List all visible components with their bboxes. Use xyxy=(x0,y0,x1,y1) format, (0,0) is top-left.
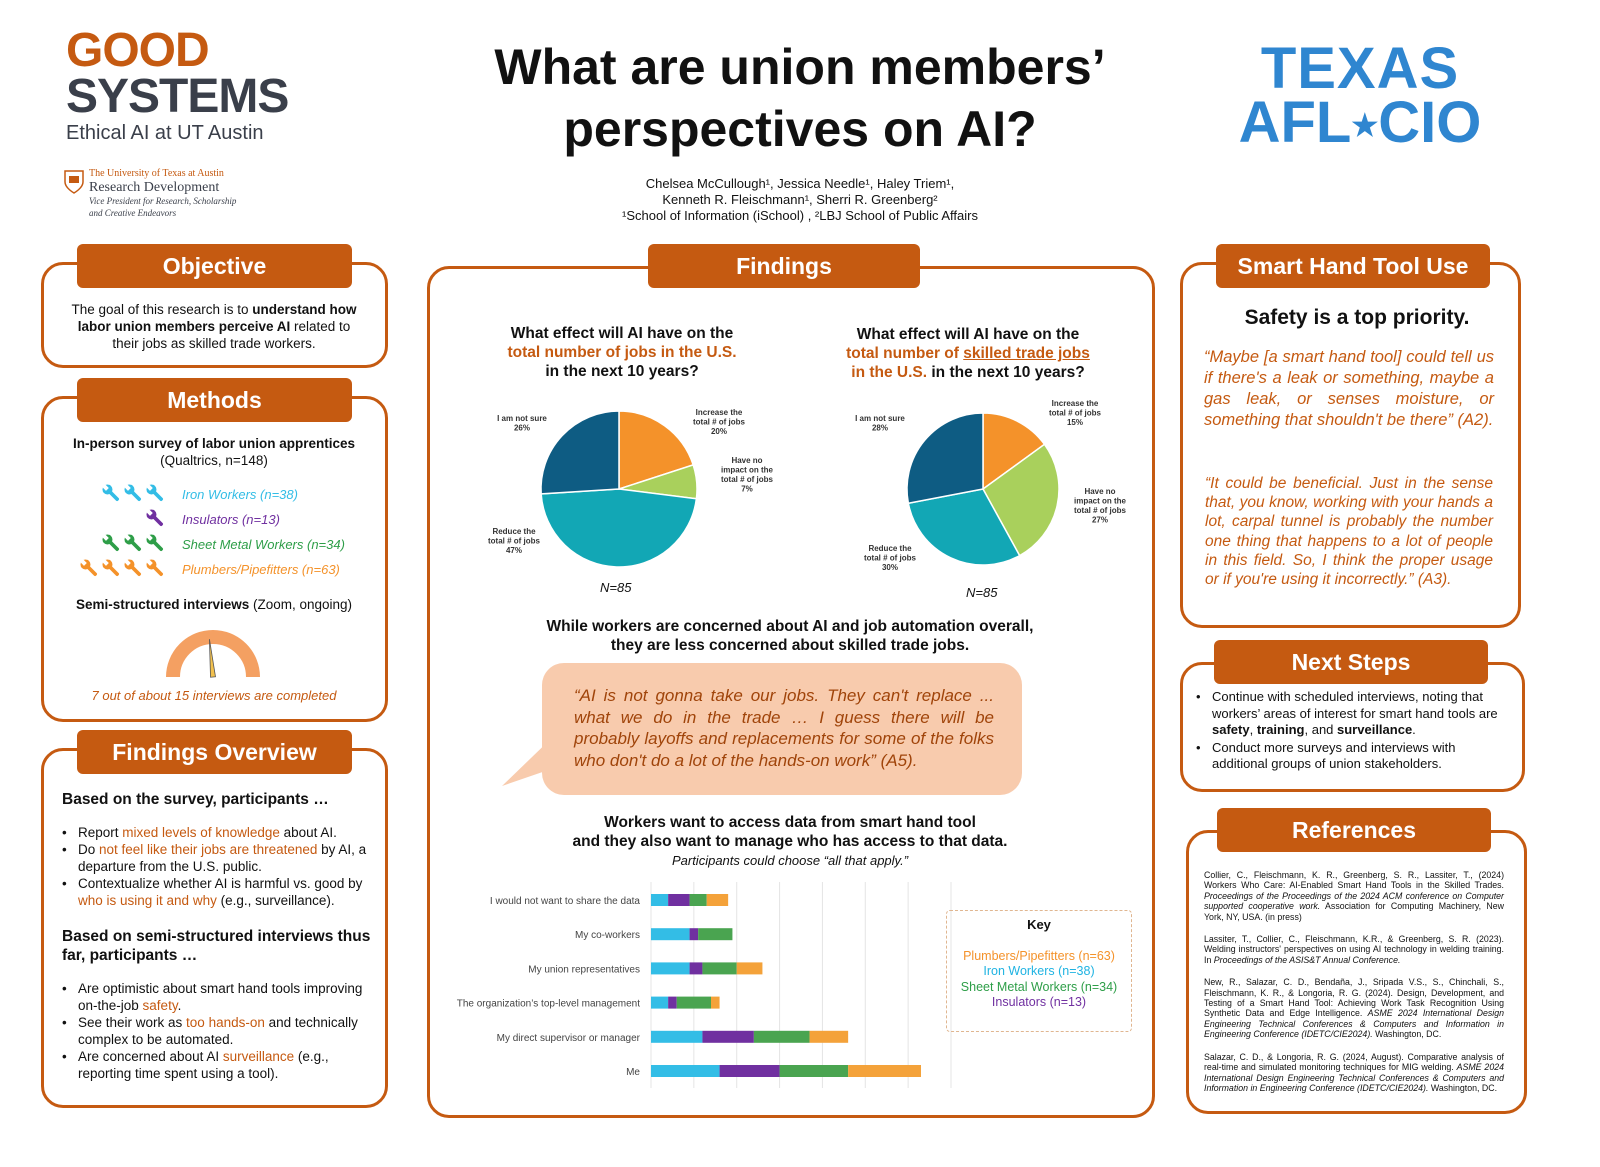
interviews-description: Semi-structured interviews (Zoom, ongoing) xyxy=(75,597,353,612)
pie-chart-skilled-trade-jobs xyxy=(840,396,1140,576)
bar-segment xyxy=(690,894,707,906)
trade-group-list xyxy=(78,484,378,584)
pie-slice-label-line: Increase the xyxy=(1051,399,1099,408)
pie-slice-label-line: Reduce the xyxy=(492,527,536,536)
finding-text: by AI, a departure from the U.S. public. xyxy=(78,842,367,874)
pie2-n: N=85 xyxy=(966,585,998,600)
key-entry: Plumbers/Pipefitters (n=63) xyxy=(963,948,1115,963)
finding-bullet xyxy=(62,842,372,875)
pie-slice-percent: 47% xyxy=(505,546,523,555)
bar-segment xyxy=(651,962,690,974)
pie-slice-label-line: total # of jobs xyxy=(1049,408,1101,418)
methods-title: Methods xyxy=(77,378,352,422)
pie-slice-label-line: Have no xyxy=(1084,487,1116,496)
logo-systems: SYSTEMS xyxy=(66,70,289,123)
pie-slice-label-line: Have no xyxy=(731,456,763,465)
survey-heading: Based on the survey, participants … xyxy=(62,791,329,808)
bar-segment xyxy=(677,997,711,1009)
survey-detail: (Qualtrics, n=148) xyxy=(160,453,268,468)
pie-chart-all-jobs xyxy=(470,396,780,576)
pie-slice-label-line: total # of jobs xyxy=(1074,506,1126,515)
trade-group-label: Sheet Metal Workers (n=34) xyxy=(182,537,345,552)
wrench-icon xyxy=(102,534,122,554)
survey-description xyxy=(56,435,372,469)
reference-item: New, R., Salazar, C. D., Bendaña, J., Sripada V.S., S., Chinchali, S., Fleischmann, K. R., & Longoria, R. G. (2024). Design, Development, and Testing of a Smart Hand Tool: Achieving Work Task Recognition Using Synthetic Data and Edge Intelligence. ASME 2024 International Design Engineering Technical Conferences & Computers and Information in Engineering Conference (IDETC/CIE2024). Washington, DC. xyxy=(1204,977,1505,1040)
pie-slice-label xyxy=(693,408,746,436)
bar-segment xyxy=(651,997,668,1009)
reference-item: Collier, C., Fleischmann, K. R., Greenberg, S. R., Lassiter, T., (2024) Workers Who Care: AI-Enabled Smart Hand Tools in the Skilled Trades. Proceedings of the Proceedings of the 2024 ACM conference on Computer supported cooperative work. Association for Computing Machinery, New York, NY, USA. (in press) xyxy=(1204,870,1505,922)
pie-slice xyxy=(541,489,696,567)
key-entry: Iron Workers (n=38) xyxy=(983,964,1095,978)
smart-tool-quote-2: “It could be beneficial. Just in the sense that, you know, working with your hands a lot, carpal tunnel is probably the number one thing that happens to a lot of people in this field. So, I think the proper usage or if you're using it incorrectly.” (A3). xyxy=(1205,475,1493,589)
worker-quote: “AI is not gonna take our jobs. They can't replace ... what we do in the trade … I guess there will be probably layoffs and replacements for some of the folks who don't do a lot of the hands-on work” (A5). xyxy=(574,686,994,770)
finding-text: Do xyxy=(78,842,100,857)
worker-quote-bubble xyxy=(542,663,1022,795)
survey-findings-list xyxy=(62,825,372,910)
trade-group-label: Plumbers/Pipefitters (n=63) xyxy=(182,562,340,577)
logo-texas: TEXAS xyxy=(1260,36,1460,101)
wrench-icon xyxy=(80,559,100,579)
bar-segment xyxy=(737,962,763,974)
category-label: My co-workers xyxy=(574,930,640,942)
wrench-icon xyxy=(146,484,166,504)
pie-slice xyxy=(541,411,619,494)
finding-highlight: surveillance xyxy=(222,1049,295,1064)
interview-findings-list xyxy=(62,981,372,1082)
title-line2: perspectives on AI? xyxy=(563,101,1037,157)
wrench-icon xyxy=(146,534,166,554)
finding-text: (e.g., surveillance). xyxy=(216,892,335,908)
bar-segment xyxy=(651,1031,702,1043)
trade-group-row xyxy=(78,484,378,509)
references-list xyxy=(1204,870,1504,1105)
pie-slice-label xyxy=(864,544,917,572)
wrench-icon-group xyxy=(102,484,166,506)
pie-slice-percent: 30% xyxy=(881,563,899,572)
pie-slice-label xyxy=(855,414,905,433)
pie-slice-label-line: Reduce the xyxy=(868,544,912,553)
logo-afl: AFL xyxy=(1238,90,1352,155)
next-steps-list xyxy=(1196,689,1514,774)
smart-tool-title: Smart Hand Tool Use xyxy=(1216,244,1490,288)
finding-bullet xyxy=(62,1049,372,1082)
category-label: My direct supervisor or manager xyxy=(496,1032,640,1044)
key-list xyxy=(947,949,1131,1011)
finding-text: See their work as xyxy=(78,1015,187,1030)
objective-text: The goal of this research is to understand how labor union members perceive AI related to their jobs as skilled trade workers. xyxy=(71,302,357,351)
pie-slice-label xyxy=(1074,487,1127,525)
wrench-icon-group xyxy=(102,534,166,556)
pie1-question: What effect will AI have on the total number of jobs in the U.S. in the next 10 years? xyxy=(507,325,737,380)
pie-slice-label-line: I am not sure xyxy=(855,414,905,423)
finding-text: and technically complex to be automated. xyxy=(78,1015,358,1047)
findings-summary: While workers are concerned about AI and job automation overall, they are less concerned about skilled trade jobs. xyxy=(546,618,1034,654)
smart-tool-quote-1: “Maybe [a smart hand tool] could tell us if there's a leak or something, maybe a gas leak, or senses moisture, or something that shouldn't be there” (A2). xyxy=(1204,348,1494,429)
bar-segment xyxy=(668,997,677,1009)
bar-segment xyxy=(810,1031,849,1043)
references-title: References xyxy=(1217,808,1491,852)
ut-line1: The University of Texas at Austin xyxy=(89,168,224,179)
logo-ethical: Ethical AI at UT Austin xyxy=(66,122,264,144)
pie-slice-percent: 26% xyxy=(513,423,531,433)
category-label: I would not want to share the data xyxy=(489,896,640,907)
progress-caption: 7 out of about 15 interviews are completed xyxy=(91,688,337,703)
wrench-icon-group xyxy=(146,509,166,531)
finding-highlight: too hands-on xyxy=(186,1015,265,1030)
ut-line2: Research Development xyxy=(89,180,220,195)
finding-text: Contextualize whether AI is harmful vs. good by xyxy=(78,876,363,891)
pie-slice-label xyxy=(497,414,547,433)
good-systems-logo xyxy=(66,24,326,145)
bar-segment xyxy=(707,894,728,906)
findings-overview-title: Findings Overview xyxy=(77,730,352,774)
category-label: Me xyxy=(626,1067,640,1078)
ut-shield-icon xyxy=(64,170,84,194)
finding-highlight: safety xyxy=(142,997,178,1013)
bar-segment xyxy=(651,894,668,906)
pie-slice-label-line: total # of jobs xyxy=(488,536,540,546)
next-step-item: • Conduct more surveys and interviews with additional groups of union stakeholders. xyxy=(1196,740,1514,773)
next-step-item: • Continue with scheduled interviews, noting that workers’ areas of interest for smart hand tools are safety, training, and surveillance. xyxy=(1196,689,1514,739)
category-label: The organization’s top-level management xyxy=(456,998,640,1010)
finding-bullet xyxy=(62,876,372,909)
finding-text: (e.g., reporting time spent using a tool). xyxy=(78,1049,329,1081)
pie-slice-label xyxy=(488,527,541,555)
objective-title: Objective xyxy=(77,244,352,288)
wrench-icon xyxy=(146,559,166,579)
bar-segment xyxy=(668,894,689,906)
wrench-icon xyxy=(102,484,122,504)
survey-bold: In-person survey of labor union apprentices xyxy=(72,436,356,451)
pie-slice xyxy=(907,413,983,503)
finding-text: about AI. xyxy=(279,824,337,840)
wrench-icon xyxy=(102,559,122,579)
finding-text: Are concerned about AI xyxy=(78,1049,223,1064)
pie-slice-percent: 7% xyxy=(741,484,753,494)
trade-group-row xyxy=(78,509,378,534)
texas-aflcio-logo xyxy=(1230,36,1490,155)
key-entry: Insulators (n=13) xyxy=(991,995,1087,1009)
bar-segment xyxy=(651,1065,720,1077)
bar-segment xyxy=(698,928,732,940)
key-entry: Sheet Metal Workers (n=34) xyxy=(960,979,1118,994)
bar-segment xyxy=(651,928,690,940)
wrench-icon xyxy=(124,559,144,579)
trade-group-label: Iron Workers (n=38) xyxy=(182,487,298,502)
title-line1: What are union members’ xyxy=(494,39,1106,95)
gauge-needle xyxy=(209,639,215,677)
next-steps-title: Next Steps xyxy=(1214,640,1488,684)
logo-cio: CIO xyxy=(1378,90,1482,155)
smart-tool-heading: Safety is a top priority. xyxy=(1244,306,1470,329)
bar-segment xyxy=(702,962,736,974)
pie-slice-label xyxy=(721,456,774,494)
affiliations: ¹School of Information (iSchool) , ²LBJ School of Public Affairs xyxy=(622,208,978,223)
star-icon: ★ xyxy=(1351,109,1379,143)
trade-group-row xyxy=(78,559,378,584)
pie-slice-label-line: impact on the xyxy=(1073,496,1127,506)
pie-slice-percent: 15% xyxy=(1066,418,1084,427)
authors xyxy=(540,176,1060,224)
wrench-icon xyxy=(124,484,144,504)
finding-bullet xyxy=(62,981,372,1014)
wrench-icon xyxy=(124,534,144,554)
bar-segment xyxy=(780,1065,849,1077)
bar-segment xyxy=(848,1065,921,1077)
bar-segment xyxy=(754,1031,810,1043)
finding-text: Are optimistic about smart hand tools improving on-the-job xyxy=(78,981,363,1013)
findings-title: Findings xyxy=(648,244,920,288)
authors-line2: Kenneth R. Fleischmann¹, Sherri R. Greenberg² xyxy=(662,192,938,207)
pie-slice-label-line: impact on the xyxy=(720,465,774,475)
wrench-icon-group xyxy=(80,559,166,581)
pie-slice-percent: 28% xyxy=(871,423,889,433)
key-title: Key xyxy=(1027,917,1051,932)
bar-segment xyxy=(711,997,720,1009)
finding-text: . xyxy=(177,997,182,1013)
finding-highlight: not feel like their jobs are threatened xyxy=(99,842,318,857)
ut-line3: Vice President for Research, Scholarship xyxy=(89,196,237,206)
finding-bullet xyxy=(62,825,372,842)
ut-research-logo xyxy=(64,168,284,219)
finding-bullet xyxy=(62,1015,372,1048)
pie-slice-label-line: total # of jobs xyxy=(693,417,745,427)
bar-segment xyxy=(690,928,699,940)
pie-slice-percent: 27% xyxy=(1091,515,1109,525)
finding-highlight: mixed levels of knowledge xyxy=(122,824,280,840)
interview-heading: Based on semi-structured interviews thus far, participants … xyxy=(62,928,371,964)
trade-group-row xyxy=(78,534,378,559)
bar-segment xyxy=(690,962,703,974)
bar-chart-key xyxy=(946,910,1132,1032)
bar-chart-title: Workers want to access data from smart hand tool and they also want to manage who has access to that data. xyxy=(572,814,1008,850)
pie-slice-label-line: I am not sure xyxy=(497,414,547,423)
pie-slice-label xyxy=(1049,399,1102,427)
reference-item: Lassiter, T., Collier, C., Fleischmann, K.R., & Greenberg, S. R. (2023). Welding instructors' perspectives on using AI technology in welding training. In Proceedings of the ASIS&T Annual Conference. xyxy=(1204,934,1504,965)
interview-progress-gauge xyxy=(158,625,268,685)
bar-segment xyxy=(720,1065,780,1077)
bar-chart-subtitle: Participants could choose “all that apply.” xyxy=(671,853,909,868)
finding-highlight: who is using it and why xyxy=(78,892,217,908)
poster-title xyxy=(440,36,1160,160)
findings-overview-body xyxy=(62,792,372,1083)
pie-slice-percent: 20% xyxy=(710,427,728,436)
pie-slice-label-line: Increase the xyxy=(695,408,743,417)
pie-slice-label-line: total # of jobs xyxy=(721,475,773,484)
bar-segment xyxy=(702,1031,753,1043)
reference-item: Salazar, C. D., & Longoria, R. G. (2024, August). Comparative analysis of real-time and simulated monitoring techniques for MIG welding. ASME 2024 International Design Engineering Technical Conferences & Computers and Information in Engineering Conference (IDETC/CIE2024). Washington, DC. xyxy=(1204,1051,1505,1093)
pie-slice-label-line: total # of jobs xyxy=(864,553,916,563)
data-access-bar-chart xyxy=(440,882,960,1088)
pie2-question: What effect will AI have on the total number of skilled trade jobs in the U.S. in the next 10 years? xyxy=(846,326,1090,381)
ut-line4: and Creative Endeavors xyxy=(89,208,177,218)
authors-line1: Chelsea McCullough¹, Jessica Needle¹, Haley Triem¹, xyxy=(645,176,955,191)
category-label: My union representatives xyxy=(528,964,640,976)
finding-text: Report xyxy=(78,824,123,840)
pie1-n: N=85 xyxy=(600,580,632,595)
logo-good: GOOD xyxy=(66,24,209,77)
trade-group-label: Insulators (n=13) xyxy=(182,512,280,527)
wrench-icon xyxy=(146,509,166,529)
